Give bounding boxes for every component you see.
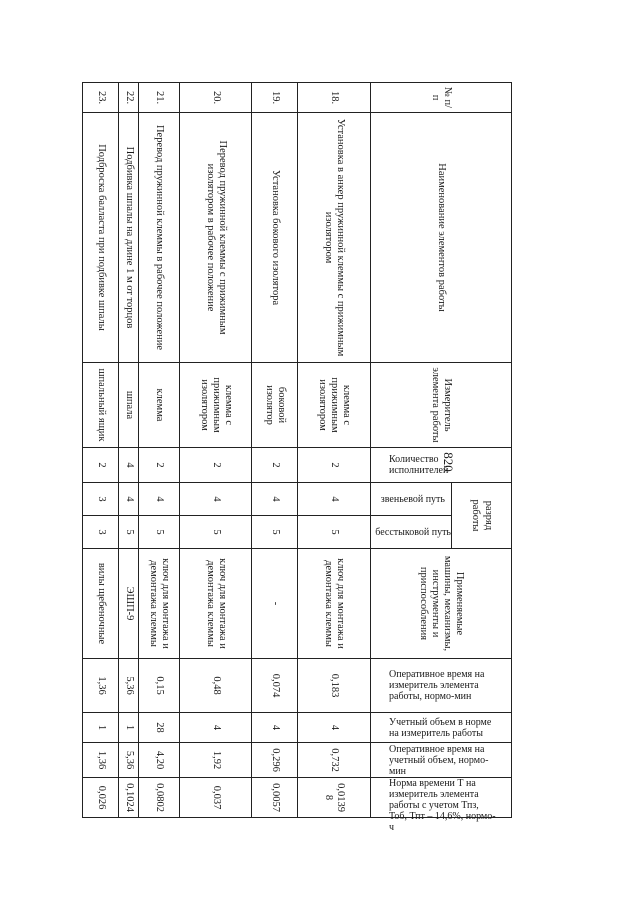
header-name: Наименование элементов работы	[371, 113, 512, 363]
cell-no: 19.	[252, 83, 298, 113]
cell-op-time-volume: 1,36	[83, 743, 119, 778]
cell-name: Подбивка шпалы на длине 1 м от торцов	[119, 113, 139, 363]
header-grade-jointed: звеньевой путь	[371, 483, 452, 516]
work-elements-table	[82, 82, 512, 833]
cell-norm-time: 0,1024	[119, 778, 139, 818]
cell-volume: 1	[119, 713, 139, 743]
cell-op-time-volume: 4,20	[139, 743, 180, 778]
cell-grade-jointed: 4	[180, 483, 252, 516]
cell-volume: 1	[83, 713, 119, 743]
cell-machines: ключ для монтажа и демонтажа клеммы	[180, 549, 252, 659]
cell-workers: 2	[180, 448, 252, 483]
cell-name: Перевод пружинной клеммы в рабочее положение	[139, 113, 180, 363]
cell-name: Подброска балласта при подбивке шпалы	[83, 113, 119, 363]
cell-no: 22.	[119, 83, 139, 113]
header-norm-time: Норма времени Т на измеритель элемента работы с учетом Тпз, Тоб, Тпт – 14,6%, нормо-ч	[371, 778, 512, 818]
cell-machines: ключ для монтажа и демонтажа клеммы	[297, 549, 370, 659]
cell-op-time-volume: 5,36	[119, 743, 139, 778]
cell-meter: боковой изолятор	[252, 363, 298, 448]
cell-grade-jointless: 3	[83, 516, 119, 549]
cell-workers: 2	[252, 448, 298, 483]
cell-op-time-meter: 5,36	[119, 659, 139, 713]
cell-no: 18.	[297, 83, 370, 113]
cell-name: Установка в анкер пружинной клеммы с прижимным изолятором	[297, 113, 370, 363]
cell-name: Установка бокового изолятора	[252, 113, 298, 363]
header-grade: разряд работы	[452, 483, 512, 549]
cell-meter: клемма с прижимным изолятором	[297, 363, 370, 448]
header-row	[452, 83, 512, 818]
cell-norm-time: 0,037	[180, 778, 252, 818]
cell-grade-jointed: 4	[252, 483, 298, 516]
table-row	[139, 83, 180, 818]
cell-grade-jointless: 5	[119, 516, 139, 549]
table-row	[83, 83, 119, 818]
header-op-time-meter: Оперативное время на измеритель элемента работы, нормо-мин	[371, 659, 512, 713]
cell-norm-time: 0,0802	[139, 778, 180, 818]
cell-volume: 4	[180, 713, 252, 743]
cell-op-time-meter: 0,48	[180, 659, 252, 713]
cell-norm-time: 0,0057	[252, 778, 298, 818]
cell-meter: шпала	[119, 363, 139, 448]
header-volume: Учетный объем в норме на измеритель работы	[371, 713, 512, 743]
header-machines: Применяемые машины, механизмы, инструменты и приспособления	[371, 549, 512, 659]
cell-no: 21.	[139, 83, 180, 113]
cell-workers: 2	[139, 448, 180, 483]
cell-grade-jointless: 5	[252, 516, 298, 549]
cell-machines: -	[252, 549, 298, 659]
cell-volume: 4	[297, 713, 370, 743]
table-row	[180, 83, 252, 818]
cell-grade-jointed: 4	[119, 483, 139, 516]
rotated-table-container	[82, 82, 512, 833]
page-number: 820	[441, 452, 456, 472]
cell-machines: ЭШП-9	[119, 549, 139, 659]
cell-machines: вилы щебеночные	[83, 549, 119, 659]
cell-workers: 2	[83, 448, 119, 483]
header-grade-jointless: бесстыковой путь	[371, 516, 452, 549]
cell-machines: ключ для монтажа и демонтажа клеммы	[139, 549, 180, 659]
cell-norm-time: 0,0139 8	[297, 778, 370, 818]
table-row	[119, 83, 139, 818]
cell-meter: шпальный ящик	[83, 363, 119, 448]
cell-grade-jointed: 3	[83, 483, 119, 516]
header-meter: Измеритель элемента работы	[371, 363, 512, 448]
table-row	[252, 83, 298, 818]
cell-no: 20.	[180, 83, 252, 113]
cell-norm-time: 0,026	[83, 778, 119, 818]
table-row	[297, 83, 370, 818]
header-no: № п/п	[371, 83, 512, 113]
cell-meter: клемма	[139, 363, 180, 448]
cell-workers: 4	[119, 448, 139, 483]
cell-op-time-volume: 0,732	[297, 743, 370, 778]
cell-name: Перевод пружинной клеммы с прижимным изолятором в рабочее положение	[180, 113, 252, 363]
cell-volume: 28	[139, 713, 180, 743]
cell-op-time-meter: 1,36	[83, 659, 119, 713]
cell-grade-jointed: 4	[297, 483, 370, 516]
cell-grade-jointless: 5	[139, 516, 180, 549]
cell-volume: 4	[252, 713, 298, 743]
cell-workers: 2	[297, 448, 370, 483]
cell-meter: клемма с прижимным изолятором	[180, 363, 252, 448]
cell-op-time-meter: 0,183	[297, 659, 370, 713]
cell-grade-jointed: 4	[139, 483, 180, 516]
cell-no: 23.	[83, 83, 119, 113]
cell-op-time-meter: 0,15	[139, 659, 180, 713]
cell-op-time-meter: 0,074	[252, 659, 298, 713]
header-op-time-volume: Оперативное время на учетный объем, нормо-мин	[371, 743, 512, 778]
header-workers: Количество исполнителей	[371, 448, 512, 483]
cell-grade-jointless: 5	[180, 516, 252, 549]
cell-op-time-volume: 0,296	[252, 743, 298, 778]
cell-op-time-volume: 1,92	[180, 743, 252, 778]
cell-grade-jointless: 5	[297, 516, 370, 549]
